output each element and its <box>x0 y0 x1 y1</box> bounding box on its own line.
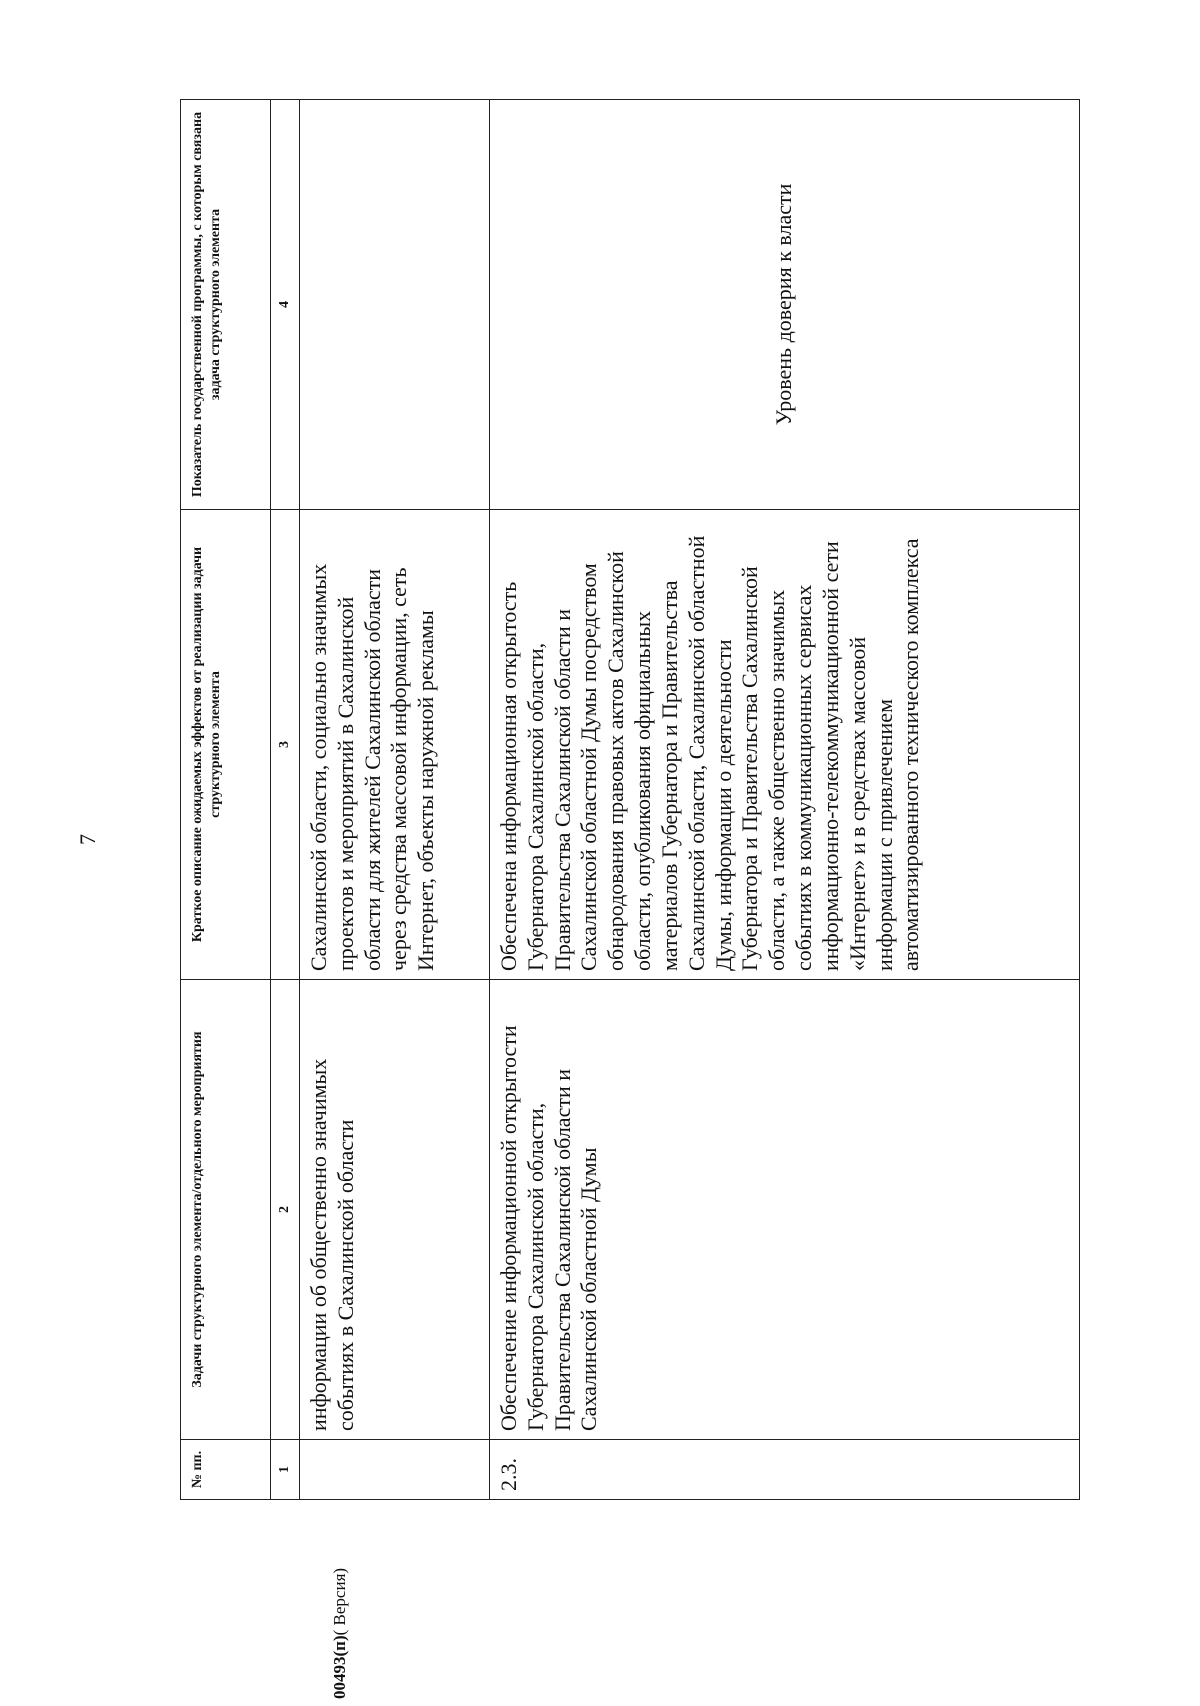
table-row <box>490 100 1080 1500</box>
column-number: 2 <box>271 980 300 1440</box>
column-number: 4 <box>271 100 300 510</box>
indicator-cell: Уровень доверия к власти <box>490 100 1080 510</box>
task-cell: Обеспечение информационной открытости Губернатора Сахалинской области, Правительства Сахалинской области и Сахалинской областной Думы <box>490 980 1080 1440</box>
task-cell: информации об общественно значимых событиях в Сахалинской области <box>300 980 490 1440</box>
document-code <box>330 1568 350 1699</box>
row-number <box>300 1440 490 1500</box>
table-row <box>300 100 490 1500</box>
header-task: Задачи структурного элемента/отдельного мероприятия <box>181 980 271 1440</box>
header-number: № пп. <box>181 1440 271 1500</box>
column-number: 3 <box>271 510 300 980</box>
page-number: 7 <box>75 834 100 845</box>
document-code-number: 00493(п) <box>330 1635 349 1699</box>
row-number: 2.3. <box>490 1440 1080 1500</box>
effect-cell: Обеспечена информационная открытость Губернатора Сахалинской области, Правительства Сахалинской области и Сахалинской областной Думы посредством обнародования правовых актов Сахалинской области, опубликования официальных материалов Губернатора и Правительства Сахалинской области, Сахалинской областной Думы, информации о деятельности Губернатора и Правительства Сахалинской области, а также общественно значимых событиях в коммуникационных сервисах информационно-телекоммуникационной сети «Интернет» и в средствах массовой информации с привлечением автоматизированного технического комплекса <box>490 510 1080 980</box>
header-indicator: Показатель государственной программы, с которым связана задача структурного элемента <box>181 100 271 510</box>
column-number: 1 <box>271 1440 300 1500</box>
table-header-row <box>181 100 271 1500</box>
effect-cell: Сахалинской области, социально значимых проектов и мероприятий в Сахалинской области для жителей Сахалинской области через средства массовой информации, сеть Интернет, объекты наружной рекламы <box>300 510 490 980</box>
column-number-row <box>271 100 300 1500</box>
header-effect: Краткое описание ожидаемых эффектов от реализации задачи структурного элемента <box>181 510 271 980</box>
indicator-cell <box>300 100 490 510</box>
program-table <box>180 99 1080 1500</box>
program-table-container <box>180 100 1100 1500</box>
document-version: ( Версия) <box>330 1567 349 1636</box>
